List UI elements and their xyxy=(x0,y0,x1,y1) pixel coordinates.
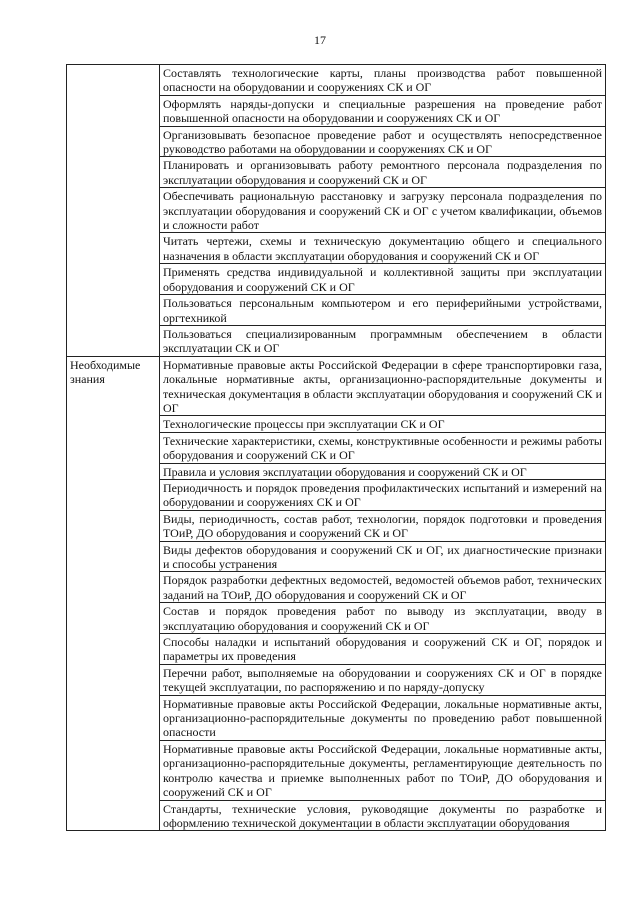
skill-item: Пользоваться персональным компьютером и его периферийными устройствами, оргтехникой xyxy=(160,295,606,326)
skill-item: Читать чертежи, схемы и техническую документацию общего и специального назначения в области эксплуатации оборудования и сооружений СК и ОГ xyxy=(160,233,606,264)
knowledge-item: Виды дефектов оборудования и сооружений СК и ОГ, их диагностические признаки и способы устранения xyxy=(160,541,606,572)
knowledge-item: Состав и порядок проведения работ по выводу из эксплуатации, вводу в эксплуатацию оборудования и сооружений СК и ОГ xyxy=(160,603,606,634)
skill-item: Пользоваться специализированным программным обеспечением в области эксплуатации СК и ОГ xyxy=(160,325,606,356)
knowledge-item: Нормативные правовые акты Российской Федерации в сфере транспортировки газа, локальные нормативные акты, организационно-распорядительные документы и техническая документация в области эксплуатации оборудования и сооружений СК и ОГ xyxy=(160,356,606,416)
knowledge-item: Виды, периодичность, состав работ, технологии, порядок подготовки и проведения ТОиР, ДО оборудования и сооружений СК и ОГ xyxy=(160,510,606,541)
skill-item: Применять средства индивидуальной и коллективной защиты при эксплуатации оборудования и сооружений СК и ОГ xyxy=(160,264,606,295)
knowledge-label: Необходимые знания xyxy=(67,356,160,831)
knowledge-item: Нормативные правовые акты Российской Федерации, локальные нормативные акты, организационно-распорядительные документы, регламентирующие деятельность по контролю качества и приемке выполненных работ по ТОиР, ДО оборудования и сооружений СК и ОГ xyxy=(160,740,606,800)
table-row xyxy=(67,65,606,96)
knowledge-item: Порядок разработки дефектных ведомостей, ведомостей объемов работ, технических заданий на ТОиР, ДО оборудования и сооружений СК и ОГ xyxy=(160,572,606,603)
knowledge-item: Технические характеристики, схемы, конструктивные особенности и режимы работы оборудования и сооружений СК и ОГ xyxy=(160,432,606,463)
table-row xyxy=(67,356,606,416)
requirements-table xyxy=(66,64,606,831)
knowledge-item: Периодичность и порядок проведения профилактических испытаний и измерений на оборудовании и сооружениях СК и ОГ xyxy=(160,479,606,510)
page-number: 17 xyxy=(314,33,326,47)
skills-label-cell xyxy=(67,65,160,357)
knowledge-item: Правила и условия эксплуатации оборудования и сооружений СК и ОГ xyxy=(160,463,606,479)
skill-item: Планировать и организовывать работу ремонтного персонала подразделения по эксплуатации оборудования и сооружений СК и ОГ xyxy=(160,157,606,188)
knowledge-item: Стандарты, технические условия, руководящие документы по разработке и оформлению технической документации в области эксплуатации оборудования xyxy=(160,800,606,831)
knowledge-item: Перечни работ, выполняемые на оборудовании и сооружениях СК и ОГ в порядке текущей эксплуатации, по распоряжению и по наряду-допуску xyxy=(160,664,606,695)
skill-item: Организовывать безопасное проведение работ и осуществлять непосредственное руководство работами на оборудовании и сооружениях СК и ОГ xyxy=(160,126,606,157)
skill-item: Обеспечивать рациональную расстановку и загрузку персонала подразделения по эксплуатации оборудования и сооружений СК и ОГ с учетом квалификации, объемов и сложности работ xyxy=(160,188,606,233)
knowledge-item: Способы наладки и испытаний оборудования и сооружений СК и ОГ, порядок и параметры их проведения xyxy=(160,634,606,665)
skill-item: Составлять технологические карты, планы производства работ повышенной опасности на оборудовании и сооружениях СК и ОГ xyxy=(160,65,606,96)
skill-item: Оформлять наряды-допуски и специальные разрешения на проведение работ повышенной опасности на оборудовании и сооружениях СК и ОГ xyxy=(160,95,606,126)
knowledge-item: Нормативные правовые акты Российской Федерации, локальные нормативные акты, организационно-распорядительные документы по проведению работ повышенной опасности xyxy=(160,695,606,740)
knowledge-item: Технологические процессы при эксплуатации СК и ОГ xyxy=(160,416,606,432)
